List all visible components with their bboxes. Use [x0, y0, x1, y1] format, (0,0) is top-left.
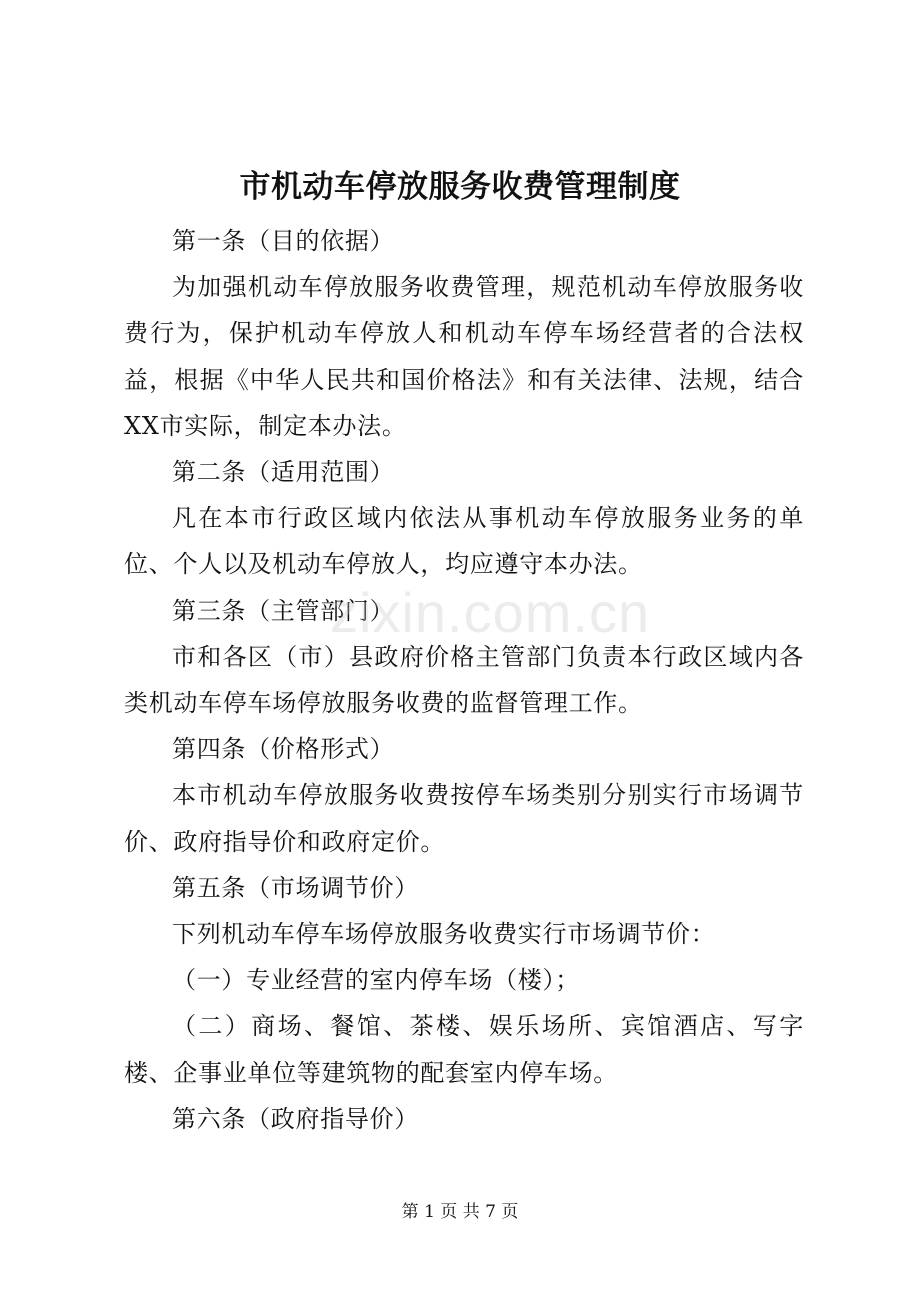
article-3-heading: 第三条（主管部门）	[172, 596, 395, 625]
article-3-paragraph: 市和各区（市）县政府价格主管部门负责本行政区域内各类机动车停车场停放服务收费的监督管理工作。	[124, 642, 804, 718]
page-footer: 第 1 页 共 7 页	[401, 1202, 519, 1222]
article-2-paragraph: 凡在本市行政区域内依法从事机动车停放服务业务的单位、个人以及机动车停放人，均应遵守本办法。	[124, 504, 804, 579]
article-4-paragraph: 本市机动车停放服务收费按停车场类别分别实行市场调节价、政府指导价和政府定价。	[124, 781, 804, 856]
article-5-paragraph: 下列机动车停车场停放服务收费实行市场调节价：	[172, 920, 716, 949]
article-5-item-2: （二）商场、餐馆、茶楼、娱乐场所、宾馆酒店、写字楼、企事业单位等建筑物的配套室内停车场。	[124, 1012, 804, 1087]
article-5-item-1: （一）专业经营的室内停车场（楼）；	[172, 966, 580, 995]
document-title: 市机动车停放服务收费管理制度	[239, 169, 681, 205]
site-watermark: zixin.com.cn	[330, 581, 651, 644]
article-4-heading: 第四条（价格形式）	[172, 735, 395, 764]
article-1-paragraph: 为加强机动车停放服务收费管理，规范机动车停放服务收费行为，保护机动车停放人和机动车停车场经营者的合法权益，根据《中华人民共和国价格法》和有关法律、法规，结合XX市实际，制定本办法。	[124, 273, 804, 440]
document-body	[124, 218, 804, 1142]
article-5-heading: 第五条（市场调节价）	[172, 873, 419, 902]
article-1-heading: 第一条（目的依据）	[172, 227, 395, 255]
article-6-heading: 第六条（政府指导价）	[172, 1104, 419, 1133]
article-2-heading: 第二条（适用范围）	[172, 458, 395, 487]
